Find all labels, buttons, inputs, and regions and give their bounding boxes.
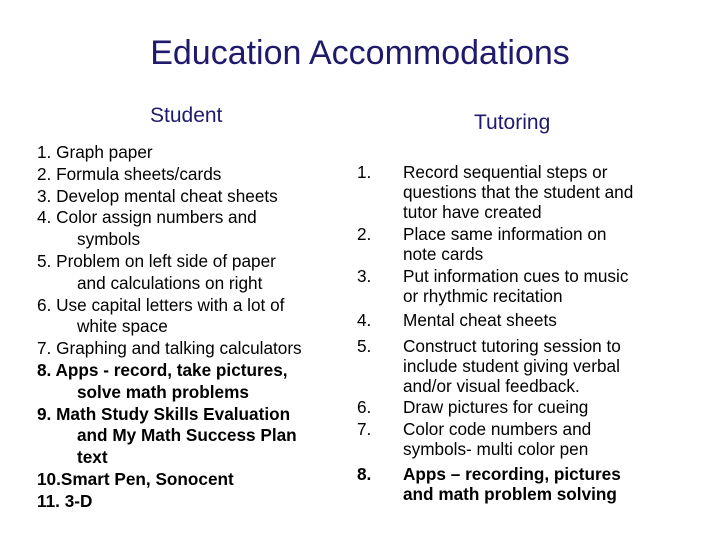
tutoring-item-text (403, 464, 703, 504)
tutoring-item-line: note cards (403, 244, 484, 264)
student-item-line: 6. Use capital letters with a lot of (37, 294, 285, 315)
student-item-line: and calculations on right (77, 272, 263, 293)
tutoring-item-line: Place same information on (403, 224, 607, 244)
tutoring-item-line: Construct tutoring session to (403, 336, 621, 356)
tutoring-item-line: Mental cheat sheets (403, 310, 557, 330)
tutoring-item-number: 8. (357, 464, 372, 484)
student-item (37, 142, 347, 164)
student-item-line: text (77, 447, 108, 468)
tutoring-item-line: symbols- multi color pen (403, 439, 589, 459)
tutoring-item-text (403, 310, 703, 330)
tutoring-item-number: 2. (357, 224, 372, 244)
student-item (37, 251, 347, 295)
tutoring-item-line: Record sequential steps or (403, 162, 608, 182)
student-item (37, 295, 347, 339)
student-item-line: solve math problems (77, 381, 249, 402)
student-item-line: white space (77, 316, 168, 337)
tutoring-item-number: 7. (357, 419, 372, 439)
tutoring-item-number: 5. (357, 336, 372, 356)
student-item (37, 360, 347, 404)
student-item (37, 164, 347, 186)
tutoring-item-text (403, 397, 703, 417)
student-item-line: symbols (77, 229, 141, 250)
student-item (37, 207, 347, 251)
tutoring-item-number: 6. (357, 397, 372, 417)
student-list (37, 142, 347, 513)
tutoring-item-text (403, 162, 703, 222)
tutoring-item-text (403, 336, 703, 396)
tutoring-item-number: 1. (357, 162, 372, 182)
tutoring-item-line: tutor have created (403, 202, 542, 222)
student-item-line: 1. Graph paper (37, 142, 153, 162)
tutoring-item-line: or rhythmic recitation (403, 286, 563, 306)
tutoring-item-line: Put information cues to music (403, 266, 629, 286)
student-item (37, 338, 347, 360)
tutoring-item-line: Draw pictures for cueing (403, 397, 589, 417)
student-item-line: 8. Apps - record, take pictures, (37, 359, 288, 380)
student-item-line: 2. Formula sheets/cards (37, 163, 222, 184)
tutoring-item-text (403, 224, 703, 264)
student-item-line: 11. 3-D (37, 490, 93, 511)
tutoring-item-text (403, 266, 703, 306)
student-item-line: 5. Problem on left side of paper (37, 250, 276, 271)
student-heading: Student (150, 104, 223, 127)
tutoring-item-line: and/or visual feedback. (403, 376, 580, 396)
tutoring-heading: Tutoring (474, 111, 551, 134)
tutoring-item-number: 3. (357, 266, 372, 286)
tutoring-item-line: Color code numbers and (403, 419, 592, 439)
student-item-line: 10.Smart Pen, Sonocent (37, 468, 234, 489)
tutoring-item-line: and math problem solving (403, 484, 617, 504)
student-item (37, 404, 347, 469)
student-item-line: 7. Graphing and talking calculators (37, 338, 302, 359)
page-title: Education Accommodations (150, 34, 570, 72)
tutoring-item-line: Apps – recording, pictures (403, 464, 621, 484)
tutoring-item-text (403, 419, 703, 459)
tutoring-item-line: include student giving verbal (403, 356, 620, 376)
tutoring-item-line: questions that the student and (403, 182, 634, 202)
student-item (37, 186, 347, 208)
student-item (37, 469, 347, 491)
student-item-line: 3. Develop mental cheat sheets (37, 185, 278, 206)
tutoring-item-number: 4. (357, 310, 372, 330)
student-item-line: and My Math Success Plan (77, 425, 297, 446)
student-item (37, 491, 347, 513)
student-item-line: 4. Color assign numbers and (37, 207, 257, 228)
student-item-line: 9. Math Study Skills Evaluation (37, 403, 291, 424)
